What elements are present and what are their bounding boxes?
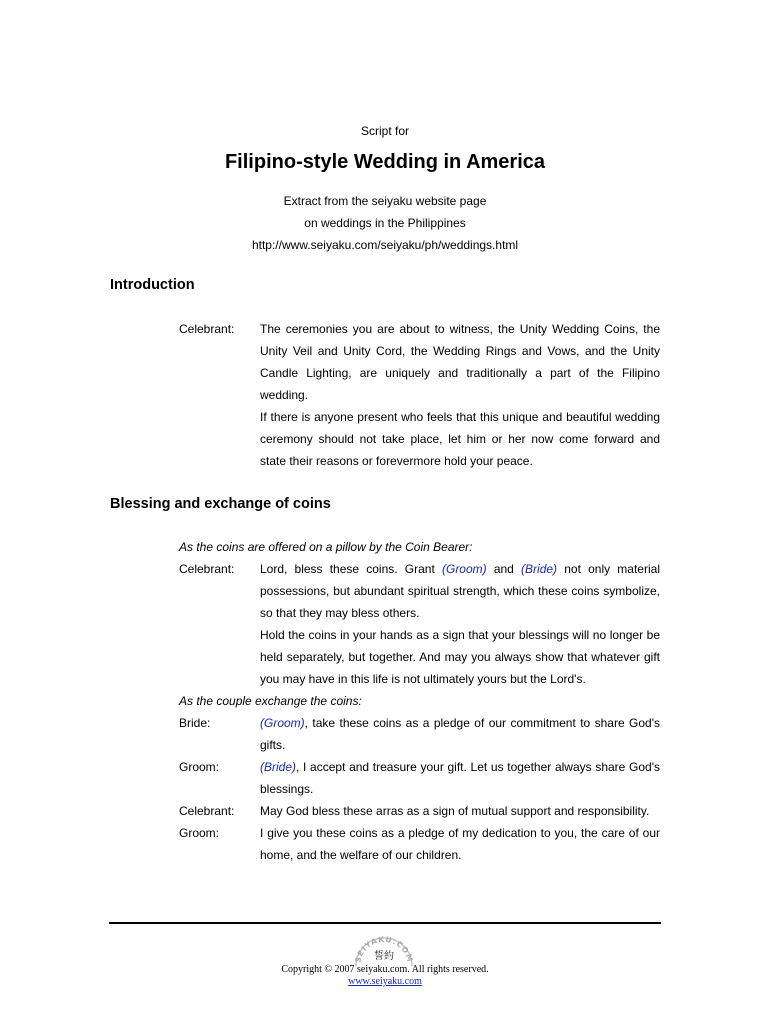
section-heading-introduction: Introduction	[110, 277, 195, 293]
stage-direction-2: As the couple exchange the coins:	[179, 694, 362, 708]
coins-dialog	[179, 536, 660, 866]
speech-fragment: , take these coins as a pledge of our commitment to share God's gifts.	[260, 716, 660, 752]
speaker-label: Bride:	[179, 716, 211, 730]
intro-paragraph-1: The ceremonies you are about to witness, the Unity Wedding Coins, the Unity Veil and Unity Cord, the Wedding Rings and Vows, and the Unity Candle Lighting, are uniquely and traditionally a part of the Filipino wedding.	[260, 322, 660, 402]
introduction-dialog	[179, 318, 660, 472]
dialog-row-celebrant-2	[179, 800, 660, 822]
dialog-row-celebrant-1	[179, 558, 660, 690]
dialog-row-groom	[179, 756, 660, 800]
bride-placeholder: (Bride)	[260, 760, 297, 774]
stage-direction-1: As the coins are offered on a pillow by the Coin Bearer:	[179, 540, 473, 554]
speaker-label: Celebrant:	[179, 804, 235, 818]
groom-placeholder: (Groom)	[260, 716, 305, 730]
speech-text: May God bless these arras as a sign of mutual support and responsibility.	[260, 804, 650, 818]
bride-placeholder: (Bride)	[521, 562, 558, 576]
speaker-label: Celebrant:	[179, 562, 235, 576]
speech-text	[260, 712, 660, 756]
speech-fragment: Lord, bless these coins. Grant	[260, 562, 442, 576]
dialog-row-groom-2	[179, 822, 660, 866]
speaker-label: Groom:	[179, 760, 220, 774]
speaker-label: Celebrant:	[179, 322, 235, 336]
speech-text	[260, 558, 660, 690]
extract-line-2: on weddings in the Philippines	[304, 216, 466, 230]
celebrant-paragraph-2: Hold the coins in your hands as a sign that your blessings will no longer be held separately, but together. And may you always show that whatever gift you may have in this life is not ultimately yours but the Lord's.	[260, 628, 660, 686]
speaker-label: Groom:	[179, 826, 220, 840]
source-url: http://www.seiyaku.com/seiyaku/ph/weddings.html	[251, 238, 519, 252]
website-link[interactable]: www.seiyaku.com	[348, 976, 422, 987]
section-heading-coins: Blessing and exchange of coins	[110, 496, 331, 512]
extract-source	[0, 190, 770, 256]
speech-text	[260, 318, 660, 472]
extract-line-1: Extract from the seiyaku website page	[283, 194, 487, 208]
intro-paragraph-2: If there is anyone present who feels that this unique and beautiful wedding ceremony should not take place, let him or her now come forward and state their reasons or forevermore hold your peace.	[260, 410, 660, 468]
speech-fragment: not only material possessions, but abundant spiritual strength, which these coins symbolize, so that they may bless others.	[260, 562, 660, 620]
seal-kanji: 誓約	[374, 951, 394, 962]
speech-fragment: , I accept and treasure your gift. Let us together always share God's blessings.	[260, 760, 660, 796]
speech-fragment: and	[486, 562, 522, 576]
speech-text	[260, 756, 660, 800]
dialog-row-celebrant	[179, 318, 660, 472]
copyright-notice: Copyright © 2007 seiyaku.com. All rights reserved.	[281, 964, 489, 975]
dialog-row-bride	[179, 712, 660, 756]
page-title: Filipino-style Wedding in America	[224, 151, 546, 173]
speech-text: I give you these coins as a pledge of my dedication to you, the care of our home, and the welfare of our children.	[260, 826, 660, 862]
script-for-label: Script for	[360, 124, 409, 138]
celebrant-blessing	[260, 558, 660, 624]
footer-divider	[109, 922, 661, 924]
seal-arc-text: SEIYAKU.COM	[353, 934, 415, 964]
groom-placeholder: (Groom)	[441, 562, 487, 576]
